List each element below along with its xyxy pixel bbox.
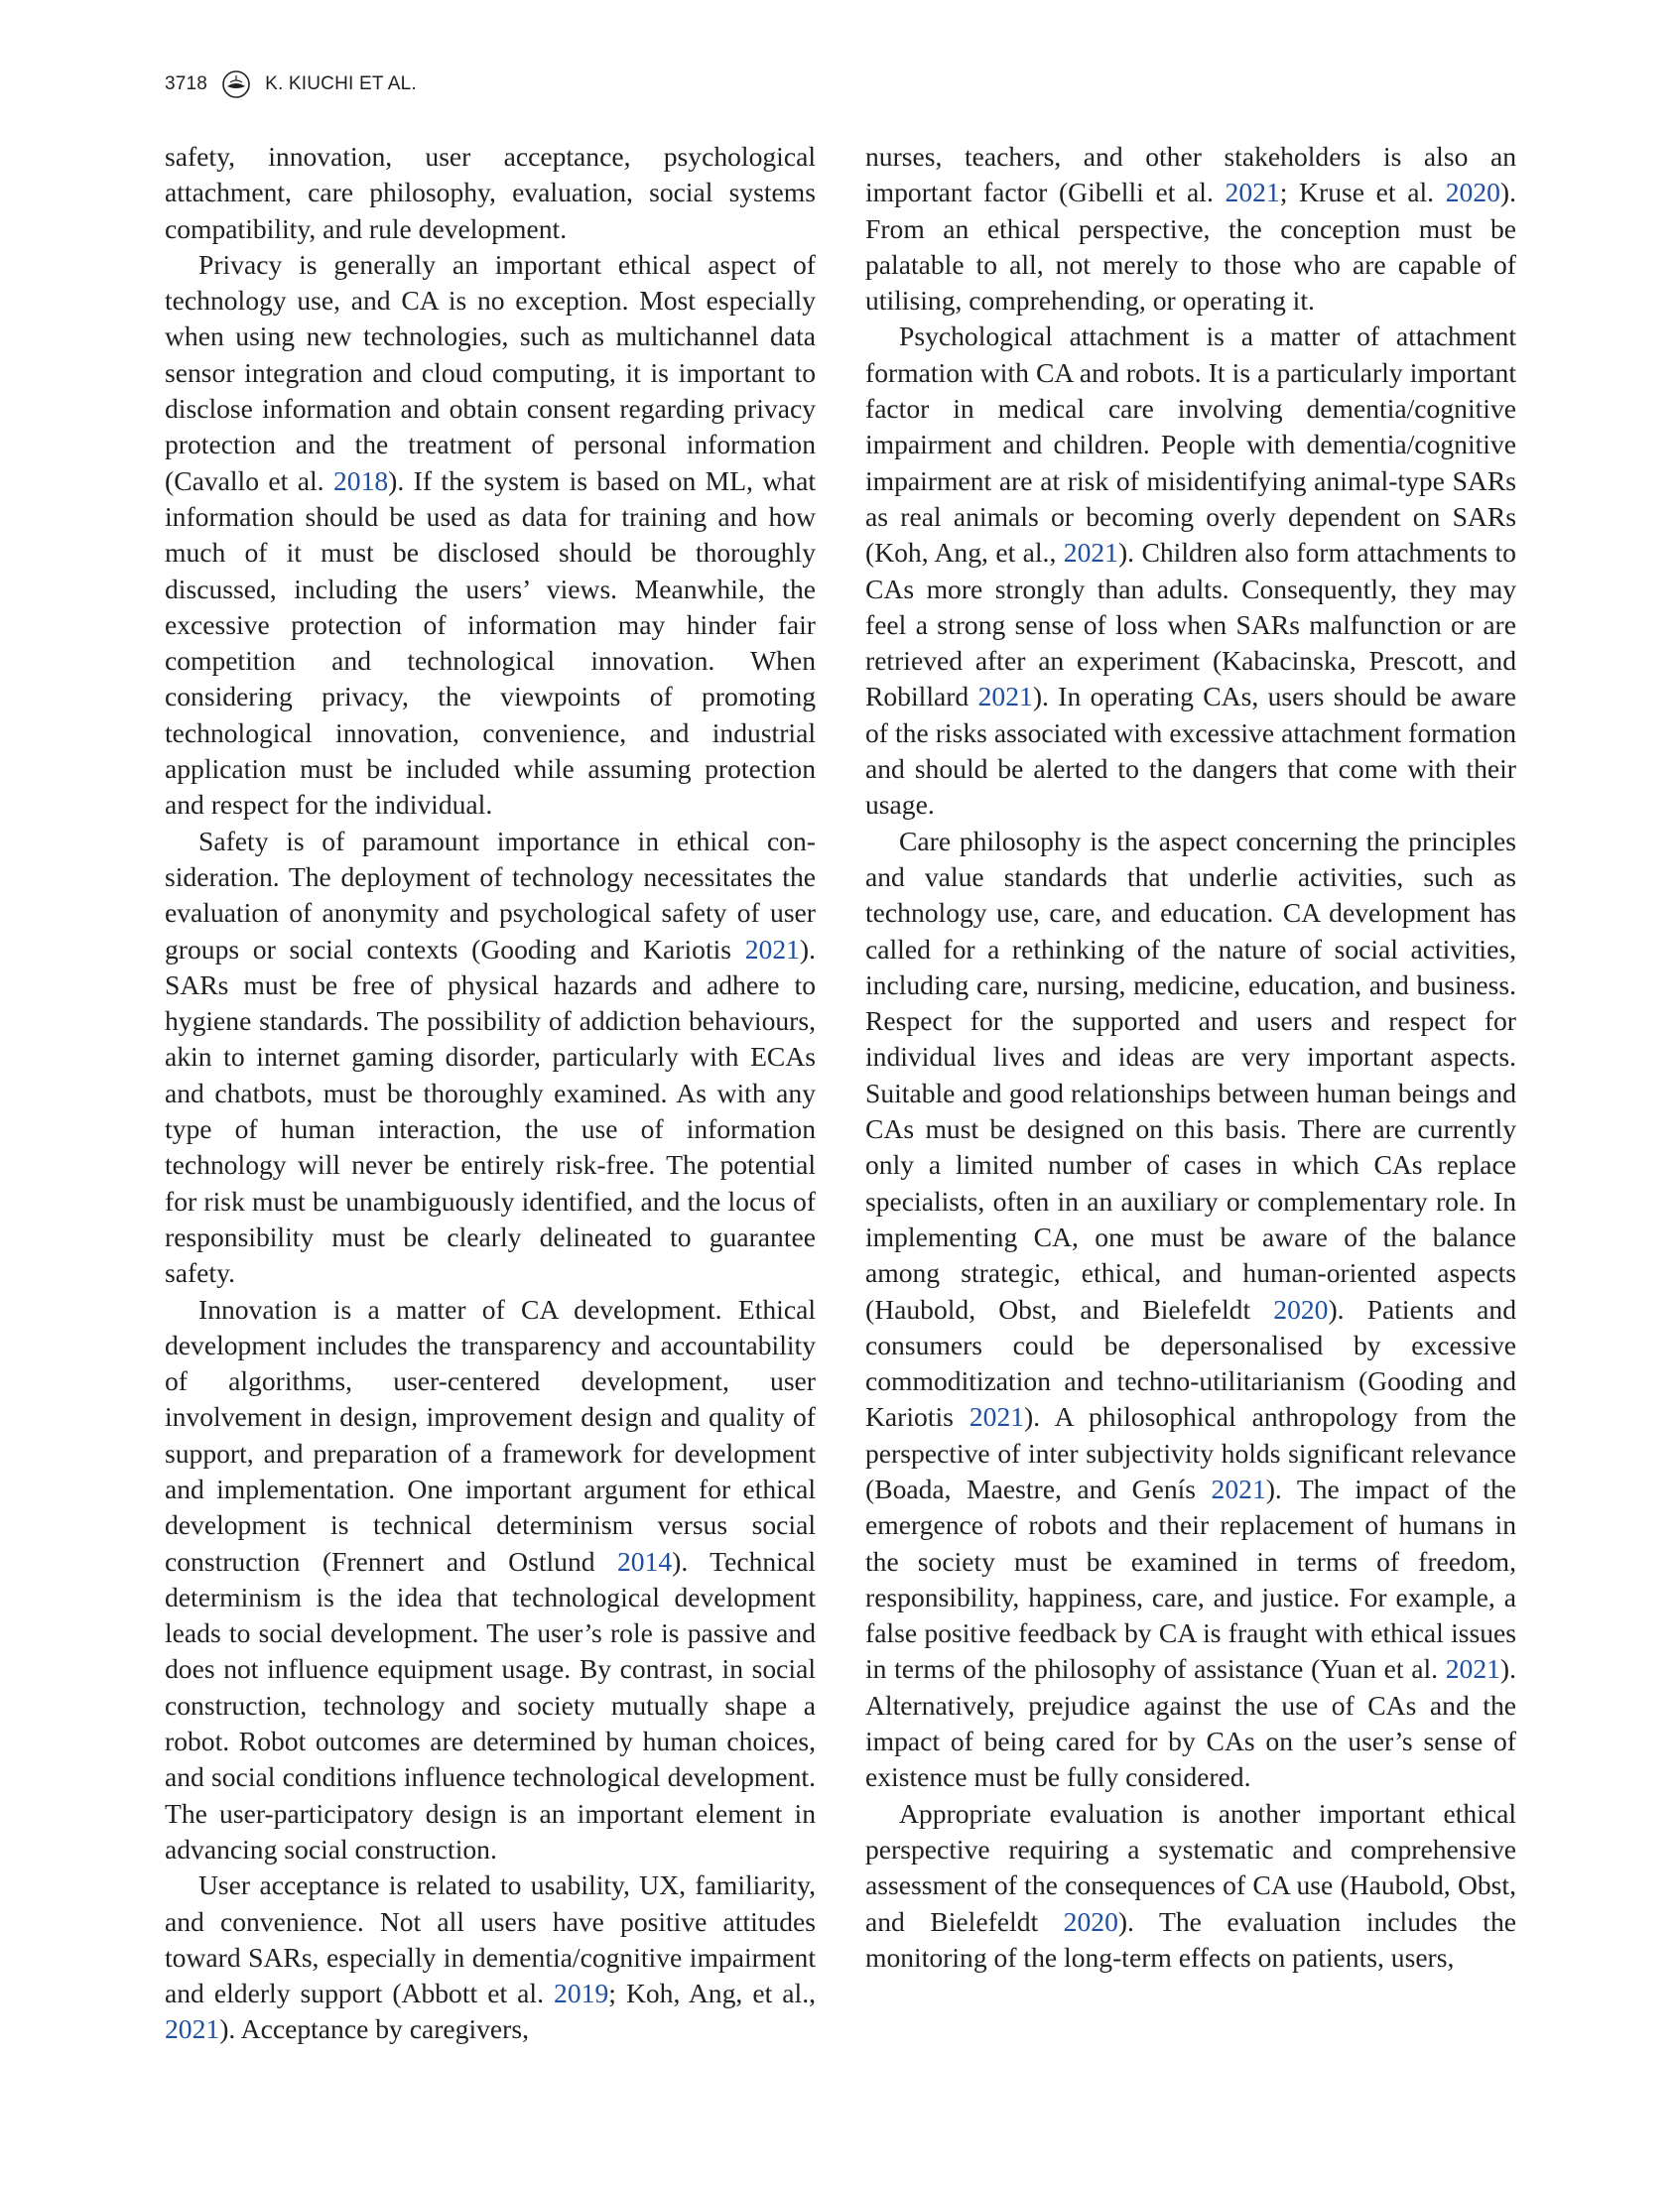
body-paragraph: [165, 247, 816, 824]
citation-year-link[interactable]: 2021: [1063, 537, 1118, 569]
citation-year-link[interactable]: 2020: [1273, 1293, 1329, 1325]
paragraph-text: ). If the system is based on ML, what information should be used as data for training and how much of it must be disclosed should be thoroughly discussed, including the users’ views. Meanwhile, the excessive protection of information may hinder fair competition and technological innovation. When considering privacy, the viewpoints of promoting technological innovation, convenience, and industrial application must be included while assuming protection and respect for the individual.: [165, 464, 816, 821]
paragraph-text: ). SARs must be free of physical hazards and adhere to hygiene standards. The possibility of addiction behaviours, akin to internet gaming disorder, particularly with ECAs and chatbots, must be thoroughly examined. As with any type of human interaction, the use of information technology will never be entirely risk-free. The potential for risk must be unambiguously identified, and the locus of responsibility must be clearly delineated to guarantee safety.: [165, 933, 816, 1289]
body-paragraph: [165, 824, 816, 1292]
body-paragraph: [865, 824, 1516, 1796]
body-paragraph: [165, 1292, 816, 1868]
paragraph-text: ). Patients and consumers could be depersonalised by excessive commoditization and techno-utilitarianism (Gooding and Kariotis: [865, 1293, 1516, 1433]
citation-year-link[interactable]: 2021: [1225, 177, 1280, 208]
paragraph-text: nurses, teachers, and other stakeholders is also an important factor (Gibelli et al.: [865, 141, 1516, 208]
paragraph-text: Psychological attachment is a matter of attachment formation with CA and robots. It is a particularly important factor in medical care involving dementia/​cognitive impairment and children. People with dementia/cognitive impairment are at risk of misidentifying animal-type SARs as real animals or becoming overly dependent on SARs (Koh, Ang, et al.,: [865, 321, 1516, 569]
citation-year-link[interactable]: 2019: [554, 1978, 609, 2009]
citation-year-link[interactable]: 2021: [1445, 1653, 1500, 1685]
paragraph-text: ). Alternatively, prejudice against the use of CAs and the impact of being cared for by CAs on the user’s sense of existence must be fully considered.: [865, 1653, 1516, 1793]
page-number: 3718: [165, 73, 208, 94]
citation-year-link[interactable]: 2021: [977, 681, 1033, 712]
citation-year-link[interactable]: 2020: [1063, 1905, 1118, 1937]
paragraph-text: Innovation is a matter of CA development. Ethical development includes the transparency and accountability of algorithms, user-centered development, user involvement in design, improvement design and quality of support, and preparation of a framework for development and implementation. One important argument for ethical development is technical determinism versus social construction (Frennert and Ostlund: [165, 1293, 816, 1577]
paragraph-text: safety, innovation, user acceptance, psychological attachment, care philosophy, evaluation, social systems compatibility, and rule development.: [165, 141, 816, 244]
paragraph-text: ). Acceptance by caregivers,: [219, 2013, 529, 2045]
paragraph-text: Appropriate evaluation is another important ethical perspective requiring a systematic and comprehensive assessment of the consequences of CA use (Haubold, Obst, and Bielefeldt: [865, 1797, 1516, 1937]
citation-year-link[interactable]: 2014: [616, 1545, 673, 1577]
paragraph-text: Privacy is generally an important ethical aspect of technology use, and CA is no exception. Most especially when using new technologies, such as multichannel data sensor integration and cloud computing, it is important to disclose information and obtain consent regarding privacy protection and the treatment of personal information (Cavallo et al.: [165, 248, 816, 496]
paragraph-text: ). Children also form attachments to CAs more strongly than adults. Consequently, they may feel a strong sense of loss when SARs malfunction or are retrieved after an experiment (Kabacinska, Prescott, and Robillard: [865, 537, 1516, 712]
body-paragraph: [165, 139, 816, 247]
running-head: [165, 69, 417, 99]
body-paragraph: [865, 319, 1516, 823]
citation-year-link[interactable]: 2021: [744, 933, 800, 965]
citation-year-link[interactable]: 2021: [165, 2013, 220, 2045]
paragraph-text: ; Koh, Ang, et al.,: [608, 1978, 816, 2009]
paragraph-text: ). Technical determinism is the idea that technological development leads to social development. The user’s role is passive and does not influence equipment usage. By contrast, in social construction, technology and society mutually shape a robot. Robot outcomes are determined by human choices, and social conditions influence technological development. The user-participatory design is an important element in advancing social construction.: [165, 1545, 816, 1865]
paragraph-text: User acceptance is related to usability, UX, familiarity, and convenience. Not all users have positive attitudes toward SARs, especially in dementia/cognitive impairment and elderly support (Abbott et al.: [165, 1869, 816, 2009]
paragraph-text: ). From an ethical perspective, the conception must be palatable to all, not merely to those who are capable of utilising, comprehending, or operating it.: [865, 177, 1516, 317]
citation-year-link[interactable]: 2021: [1211, 1473, 1266, 1504]
right-text-column: [865, 139, 1516, 1976]
paragraph-text: ; Kruse et al.: [1279, 177, 1446, 208]
paragraph-text: ). A philosophical anthropology from the perspective of inter subjectivity holds significant relevance (Boada, Maestre, and Genís: [865, 1401, 1516, 1504]
body-paragraph: [865, 1796, 1516, 1976]
citation-year-link[interactable]: 2018: [332, 464, 389, 496]
body-paragraph: [865, 139, 1516, 319]
citation-year-link[interactable]: 2020: [1445, 177, 1500, 208]
left-text-column: [165, 139, 816, 2048]
publisher-logo-icon: [221, 69, 251, 99]
paragraph-text: Care philosophy is the aspect concerning the principles and value standards that underlie activities, such as technology use, care, and education. CA development has called for a rethinking of the nature of social activities, including care, nursing, medicine, education, and business. Respect for the supported and users and respect for individual lives and ideas are very important aspects. Suitable and good relationships between human beings and CAs must be designed on this basis. There are currently only a limited number of cases in which CAs replace specialists, often in an auxiliary or complementary role. In implementing CA, one must be aware of the balance among strategic, ethical, and human-oriented aspects (Haubold, Obst, and Bielefeldt: [865, 825, 1516, 1325]
paragraph-text: ). The impact of the emergence of robots and their replacement of humans in the society must be examined in terms of freedom, responsibility, happiness, care, and justice. For example, a false positive feedback by CA is fraught with ethical issues in terms of the philosophy of assistance (Yuan et al.: [865, 1473, 1516, 1685]
paragraph-text: ). The evaluation includes the monitoring of the long-term effects on patients, users,: [865, 1905, 1516, 1973]
running-head-authors: K. KIUCHI ET AL.: [265, 73, 417, 94]
paragraph-text: ). In operating CAs, users should be aware of the risks associated with excessive attachment formation and should be alerted to the dangers that come with their usage.: [865, 681, 1516, 821]
citation-year-link[interactable]: 2021: [969, 1401, 1025, 1433]
paragraph-text: Safety is of paramount importance in ethical consideration. The deployment of technology necessitates the evaluation of anonymity and psychological safety of user groups or social contexts (Gooding and Kariotis: [165, 825, 816, 965]
body-paragraph: [165, 1867, 816, 2047]
